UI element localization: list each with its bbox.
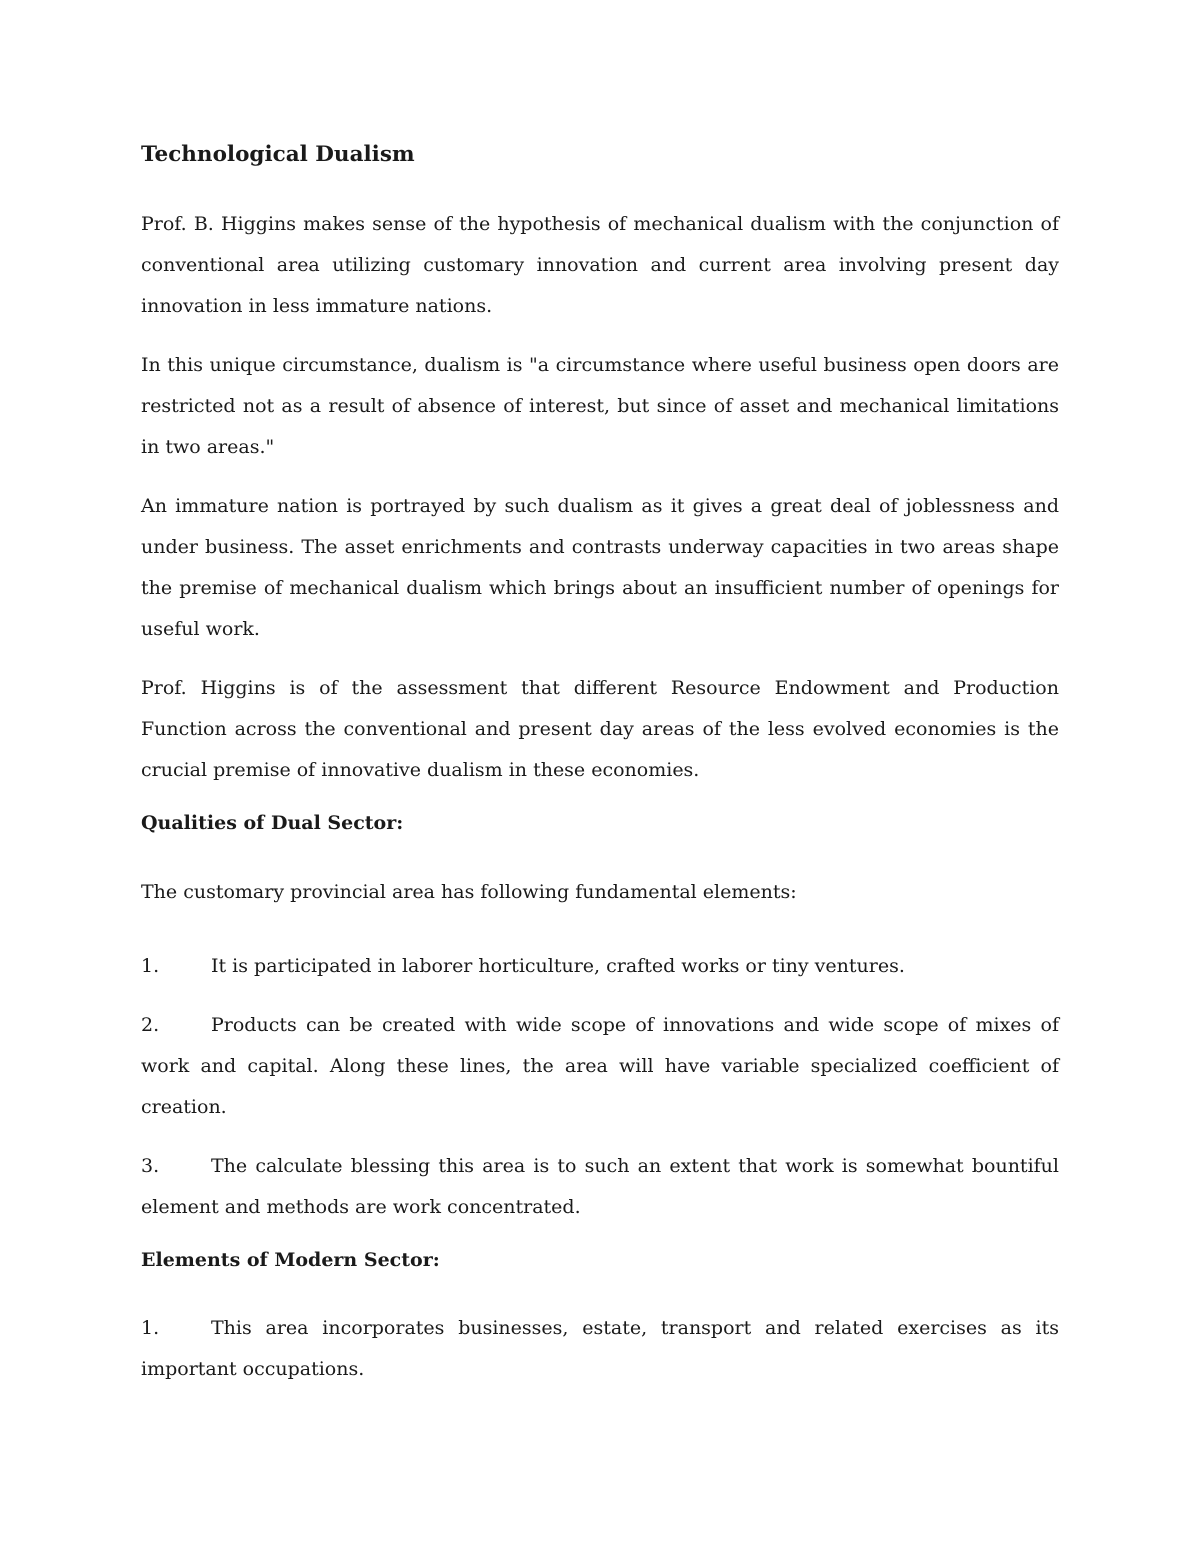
modern-sector-heading: Elements of Modern Sector:	[141, 1248, 440, 1271]
list-item-text: Products can be created with wide scope of innovations and wide scope of mixes of work and capital. Along these lines, the area will have variable specialized coefficient of creation.	[141, 1013, 1059, 1118]
list-number: 1.	[141, 954, 160, 977]
list-number: 2.	[141, 1013, 160, 1036]
document-title: Technological Dualism	[141, 142, 415, 167]
list-number: 3.	[141, 1154, 160, 1177]
list-item-text: The calculate blessing this area is to such an extent that work is somewhat bountiful element and methods are work concentrated.	[141, 1154, 1059, 1218]
paragraph-dualism-definition: In this unique circumstance, dualism is "a circumstance where useful business open doors are restricted not as a result of absence of interest, but since of asset and mechanical limitations in two areas."	[141, 354, 1059, 459]
dual-sector-heading: Qualities of Dual Sector:	[141, 812, 404, 835]
dual-sector-item-1	[141, 946, 1059, 987]
list-number: 1.	[141, 1317, 160, 1340]
dual-sector-item-3	[141, 1146, 1059, 1228]
dual-sector-intro: The customary provincial area has following fundamental elements:	[141, 880, 797, 903]
list-item-text: This area incorporates businesses, estate, transport and related exercises as its important occupations.	[141, 1317, 1059, 1381]
modern-sector-item-1	[141, 1308, 1059, 1390]
paragraph-higgins-assessment: Prof. Higgins is of the assessment that different Resource Endowment and Production Function across the conventional and present day areas of the less evolved economies is the crucial premise of innovative dualism in these economies.	[141, 677, 1059, 782]
dual-sector-item-2	[141, 1005, 1059, 1128]
paragraph-immature-nation: An immature nation is portrayed by such dualism as it gives a great deal of joblessness and under business. The asset enrichments and contrasts underway capacities in two areas shape the premise of mechanical dualism which brings about an insufficient number of openings for useful work.	[141, 495, 1059, 641]
document-body	[141, 140, 1059, 1408]
paragraph-higgins-hypothesis: Prof. B. Higgins makes sense of the hypothesis of mechanical dualism with the conjunction of conventional area utilizing customary innovation and current area involving present day innovation in less immature nations.	[141, 213, 1059, 318]
list-item-text: It is participated in laborer horticulture, crafted works or tiny ventures.	[211, 954, 905, 977]
